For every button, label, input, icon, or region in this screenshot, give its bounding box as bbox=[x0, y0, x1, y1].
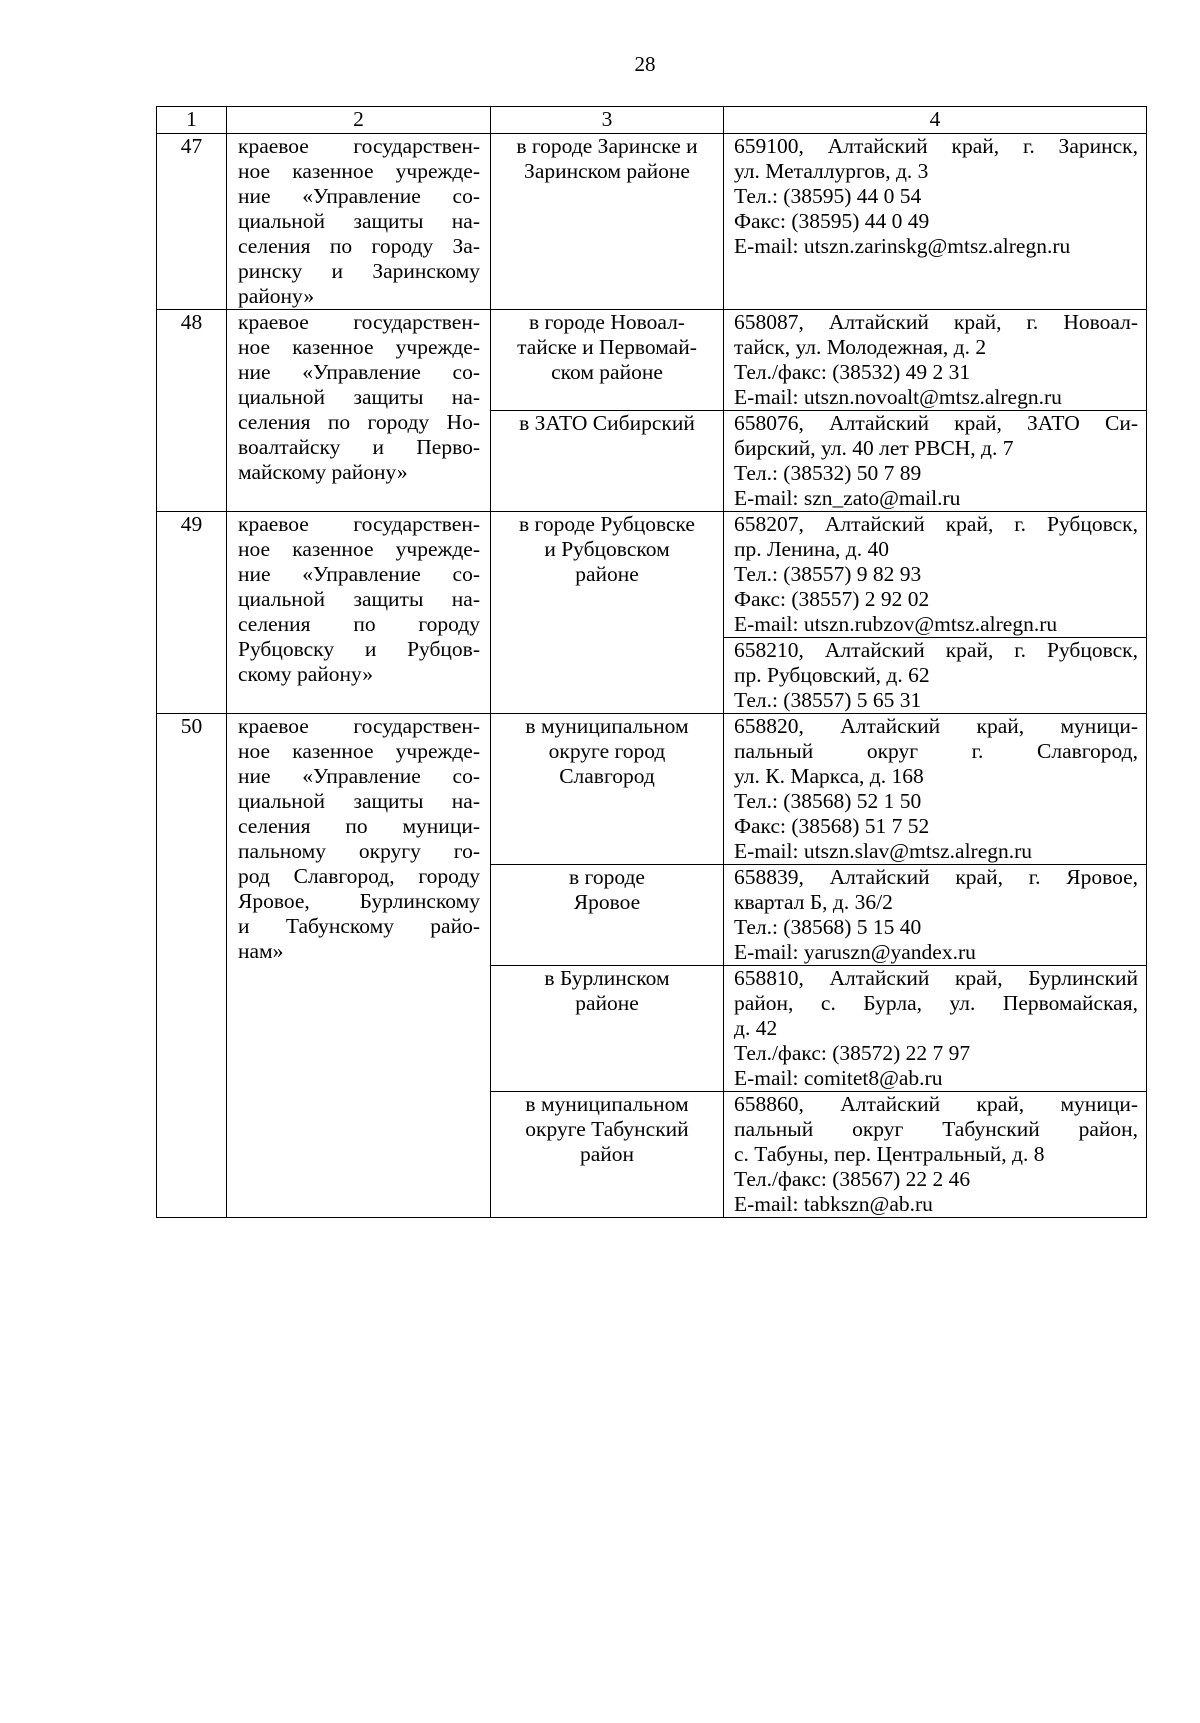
contact-info-cell bbox=[724, 638, 1147, 714]
text-line: циальной защиты на- bbox=[238, 789, 480, 813]
text-line: Тел.: (38568) 5 15 40 bbox=[734, 915, 922, 939]
text-line: Факс: (38595) 44 0 49 bbox=[734, 209, 930, 233]
service-area-cell bbox=[491, 966, 724, 1092]
text-line: в городе Рубцовске bbox=[519, 512, 695, 536]
text-line: пальный округ г. Славгород, bbox=[734, 739, 1138, 763]
text-line: Тел./факс: (38567) 22 2 46 bbox=[734, 1167, 971, 1191]
service-area-cell bbox=[491, 512, 724, 714]
text-line: Тел.: (38532) 50 7 89 bbox=[734, 461, 922, 485]
text-line: ное казенное учрежде- bbox=[238, 537, 480, 561]
text-line: ул. Металлургов, д. 3 bbox=[734, 159, 929, 183]
text-line: в ЗАТО Сибирский bbox=[519, 411, 695, 435]
text-line: пр. Рубцовский, д. 62 bbox=[734, 663, 930, 687]
text-line: пальному округу го- bbox=[238, 839, 480, 863]
contact-info-cell bbox=[724, 411, 1147, 512]
text-line: селения по городу За- bbox=[238, 234, 480, 258]
contact-info-cell bbox=[724, 966, 1147, 1092]
text-line: в городе Новоал- bbox=[529, 310, 685, 334]
text-line: 658820, Алтайский край, муници- bbox=[734, 714, 1138, 738]
text-line: в городе bbox=[569, 865, 645, 889]
text-line: бирский, ул. 40 лет РВСН, д. 7 bbox=[734, 436, 1014, 460]
text-line: 658087, Алтайский край, г. Новоал- bbox=[734, 310, 1138, 334]
organization-name-cell bbox=[227, 134, 491, 310]
text-line: E-mail: utszn.novoalt@mtsz.alregn.ru bbox=[734, 385, 1062, 409]
text-line: квартал Б, д. 36/2 bbox=[734, 890, 893, 914]
contact-info-cell bbox=[724, 310, 1147, 411]
text-line: селения по городу Но- bbox=[238, 410, 480, 434]
row-number: 49 bbox=[157, 512, 227, 714]
text-line: 658076, Алтайский край, ЗАТО Си- bbox=[734, 411, 1138, 435]
text-line: Яровое, Бурлинскому bbox=[238, 889, 480, 913]
service-area-cell bbox=[491, 134, 724, 310]
row-number: 48 bbox=[157, 310, 227, 512]
organization-name-cell bbox=[227, 512, 491, 714]
table-row bbox=[157, 134, 1147, 310]
text-line: и Табунскому райо- bbox=[238, 914, 480, 938]
institutions-table bbox=[156, 106, 1147, 1218]
text-line: E-mail: szn_zato@mail.ru bbox=[734, 486, 961, 510]
text-line: E-mail: utszn.slav@mtsz.alregn.ru bbox=[734, 839, 1033, 863]
text-line: краевое государствен- bbox=[238, 714, 480, 738]
text-line: краевое государствен- bbox=[238, 134, 480, 158]
text-line: воалтайску и Перво- bbox=[238, 435, 480, 459]
text-line: Тел.: (38595) 44 0 54 bbox=[734, 184, 922, 208]
text-line: Славгород bbox=[559, 764, 655, 788]
text-line: с. Табуны, пер. Центральный, д. 8 bbox=[734, 1142, 1045, 1166]
row-number: 50 bbox=[157, 714, 227, 1218]
table-header-row bbox=[157, 107, 1147, 134]
row-number: 47 bbox=[157, 134, 227, 310]
text-line: район bbox=[579, 1142, 635, 1166]
text-line: Тел./факс: (38532) 49 2 31 bbox=[734, 360, 971, 384]
text-line: Тел.: (38568) 52 1 50 bbox=[734, 789, 922, 813]
text-line: Факс: (38557) 2 92 02 bbox=[734, 587, 930, 611]
text-line: 658839, Алтайский край, г. Яровое, bbox=[734, 865, 1138, 889]
text-line: району» bbox=[238, 284, 315, 308]
table-row bbox=[157, 714, 1147, 865]
text-line: ное казенное учрежде- bbox=[238, 159, 480, 183]
text-line: тайск, ул. Молодежная, д. 2 bbox=[734, 335, 987, 359]
text-line: ринску и Заринскому bbox=[238, 259, 480, 283]
text-line: округе Табунский bbox=[525, 1117, 689, 1141]
contact-info-cell bbox=[724, 714, 1147, 865]
text-line: Заринском районе bbox=[524, 159, 690, 183]
text-line: E-mail: yaruszn@yandex.ru bbox=[734, 940, 976, 964]
contact-info-cell bbox=[724, 134, 1147, 310]
text-line: тайске и Первомай- bbox=[517, 335, 697, 359]
text-line: д. 42 bbox=[734, 1016, 778, 1040]
text-line: Тел.: (38557) 5 65 31 bbox=[734, 688, 922, 712]
text-line: в муниципальном bbox=[525, 1092, 689, 1116]
text-line: 659100, Алтайский край, г. Заринск, bbox=[734, 134, 1138, 158]
text-line: в Бурлинском bbox=[544, 966, 670, 990]
text-line: скому району» bbox=[238, 662, 374, 686]
text-line: нам» bbox=[238, 939, 284, 963]
text-line: ное казенное учрежде- bbox=[238, 739, 480, 763]
service-area-cell bbox=[491, 1092, 724, 1218]
service-area-cell bbox=[491, 714, 724, 865]
text-line: 658810, Алтайский край, Бурлинский bbox=[734, 966, 1138, 990]
text-line: ное казенное учрежде- bbox=[238, 335, 480, 359]
contact-info-cell bbox=[724, 512, 1147, 638]
text-line: в городе Заринске и bbox=[516, 134, 698, 158]
text-line: майскому району» bbox=[238, 460, 408, 484]
text-line: районе bbox=[575, 991, 639, 1015]
text-line: ском районе bbox=[551, 360, 663, 384]
text-line: циальной защиты на- bbox=[238, 587, 480, 611]
column-header: 1 bbox=[157, 107, 227, 134]
text-line: пальный округ Табунский район, bbox=[734, 1117, 1138, 1141]
column-header: 2 bbox=[227, 107, 491, 134]
text-line: район, с. Бурла, ул. Первомайская, bbox=[734, 991, 1138, 1015]
text-line: Яровое bbox=[573, 890, 641, 914]
text-line: краевое государствен- bbox=[238, 512, 480, 536]
organization-name-cell bbox=[227, 310, 491, 512]
text-line: циальной защиты на- bbox=[238, 385, 480, 409]
text-line: ул. К. Маркса, д. 168 bbox=[734, 764, 924, 788]
text-line: 658207, Алтайский край, г. Рубцовск, bbox=[734, 512, 1138, 536]
table-row bbox=[157, 310, 1147, 411]
column-header: 3 bbox=[491, 107, 724, 134]
text-line: Факс: (38568) 51 7 52 bbox=[734, 814, 930, 838]
page-number: 28 bbox=[634, 52, 656, 76]
text-line: ние «Управление со- bbox=[238, 562, 480, 586]
contact-info-cell bbox=[724, 865, 1147, 966]
text-line: районе bbox=[575, 562, 639, 586]
text-line: циальной защиты на- bbox=[238, 209, 480, 233]
service-area-cell bbox=[491, 865, 724, 966]
text-line: ние «Управление со- bbox=[238, 764, 480, 788]
text-line: ние «Управление со- bbox=[238, 360, 480, 384]
text-line: 658210, Алтайский край, г. Рубцовск, bbox=[734, 638, 1138, 662]
text-line: E-mail: tabkszn@ab.ru bbox=[734, 1192, 933, 1216]
text-line: краевое государствен- bbox=[238, 310, 480, 334]
text-line: Рубцовску и Рубцов- bbox=[238, 637, 480, 661]
text-line: Тел./факс: (38572) 22 7 97 bbox=[734, 1041, 971, 1065]
service-area-cell bbox=[491, 310, 724, 411]
text-line: ние «Управление со- bbox=[238, 184, 480, 208]
organization-name-cell bbox=[227, 714, 491, 1218]
service-area-cell bbox=[491, 411, 724, 512]
text-line: E-mail: utszn.rubzov@mtsz.alregn.ru bbox=[734, 612, 1058, 636]
text-line: род Славгород, городу bbox=[238, 864, 480, 888]
text-line: E-mail: utszn.zarinskg@mtsz.alregn.ru bbox=[734, 234, 1071, 258]
text-line: Тел.: (38557) 9 82 93 bbox=[734, 562, 922, 586]
column-header: 4 bbox=[724, 107, 1147, 134]
text-line: в муниципальном bbox=[525, 714, 689, 738]
text-line: селения по муници- bbox=[238, 814, 480, 838]
text-line: и Рубцовском bbox=[544, 537, 670, 561]
text-line: E-mail: comitet8@ab.ru bbox=[734, 1066, 943, 1090]
text-line: округе город bbox=[548, 739, 666, 763]
contact-info-cell bbox=[724, 1092, 1147, 1218]
text-line: 658860, Алтайский край, муници- bbox=[734, 1092, 1138, 1116]
table-row bbox=[157, 512, 1147, 638]
text-line: селения по городу bbox=[238, 612, 480, 636]
text-line: пр. Ленина, д. 40 bbox=[734, 537, 889, 561]
